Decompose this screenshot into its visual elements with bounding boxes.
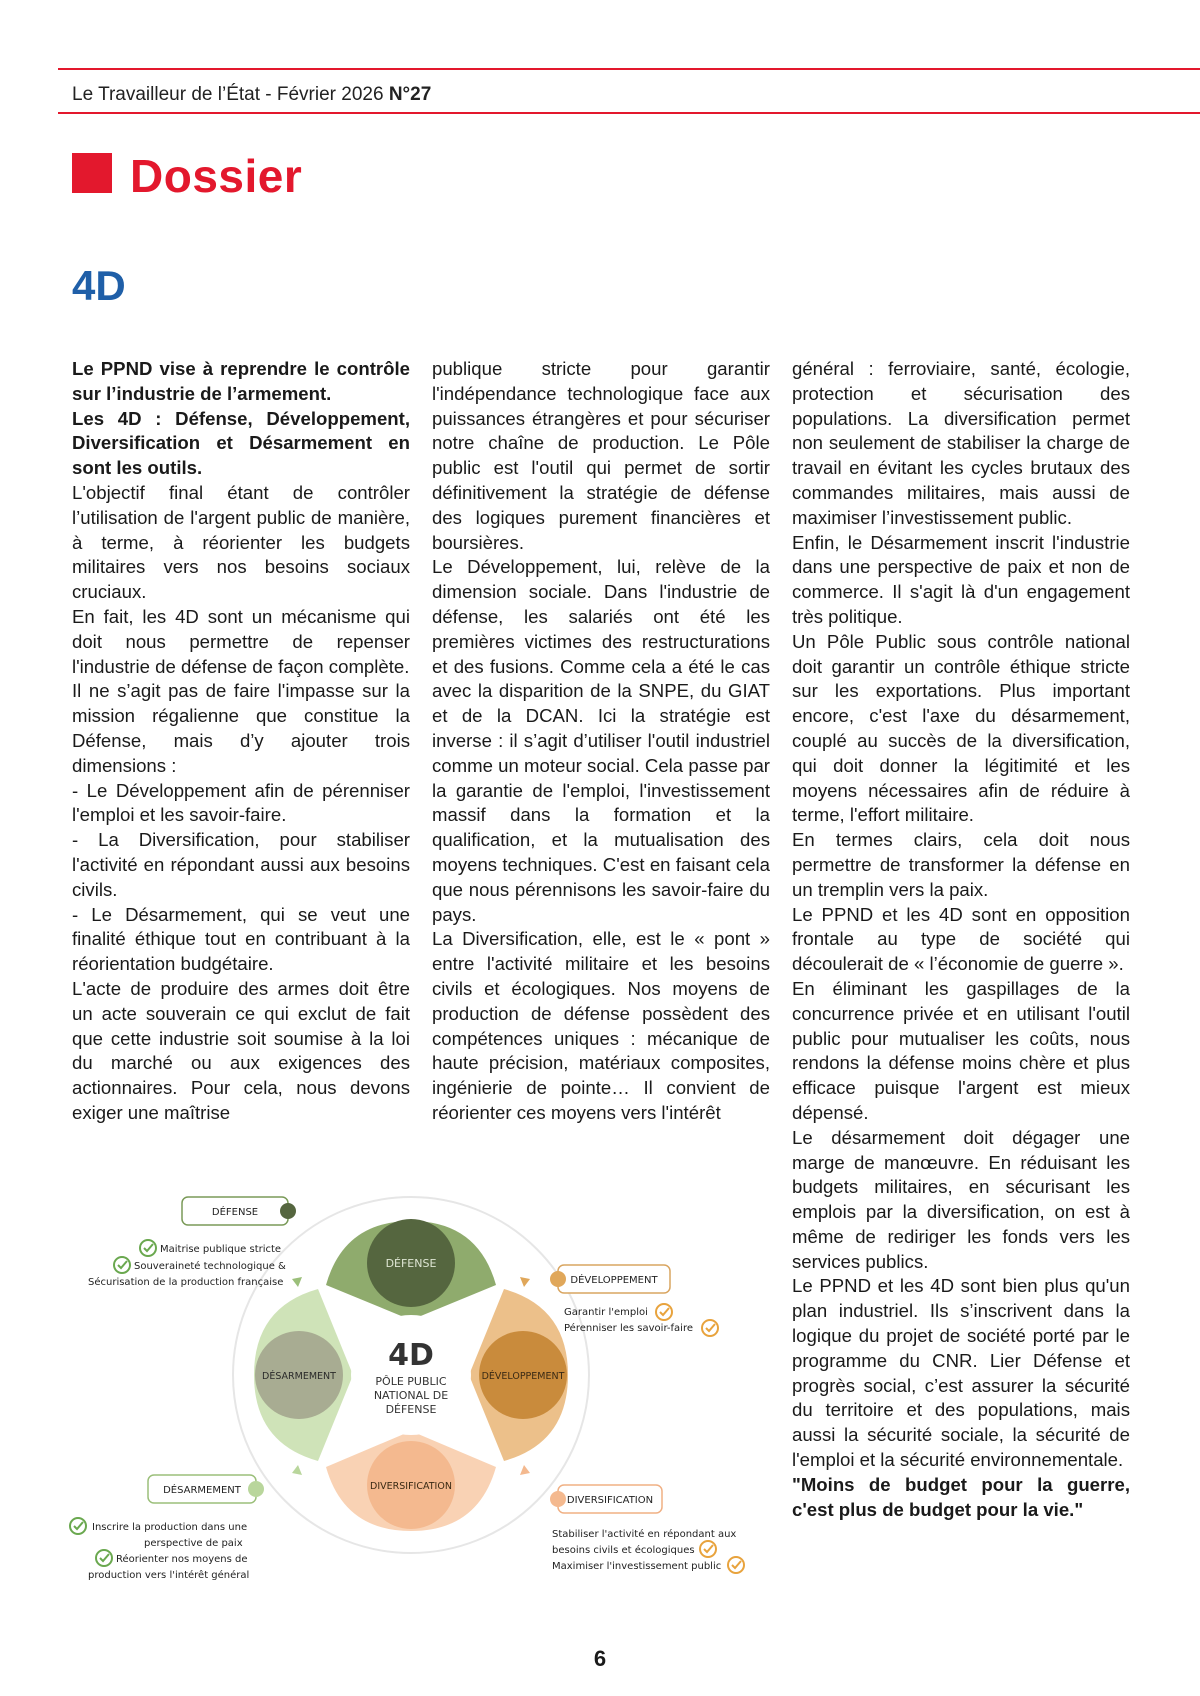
paragraph: Le PPND vise à reprendre le contrôle sur l’industrie de l’armement. xyxy=(72,358,410,404)
check-icon xyxy=(140,1240,156,1256)
callout-defense-line: Sécurisation de la production française xyxy=(88,1277,284,1288)
check-icon xyxy=(70,1518,86,1534)
callout-diversification-line: Maximiser l'investissement public xyxy=(552,1561,722,1572)
paragraph: L'acte de produire des armes doit être un acte souverain ce qui exclut de fait que cette industrie soit soumise à la loi du marché ou aux exigences des actionnaires. Pour cela, nous devons exiger une maîtrise xyxy=(72,977,410,1123)
check-icon xyxy=(114,1257,130,1273)
paragraph: En fait, les 4D sont un mécanisme qui doit nous permettre de repenser l'industrie de défense de façon complète. xyxy=(72,605,410,677)
callout-diversification-line: Stabiliser l'activité en répondant aux xyxy=(552,1529,737,1540)
callout-diversification-line: besoins civils et écologiques xyxy=(552,1545,695,1556)
paragraph: Un Pôle Public sous contrôle national doit garantir un contrôle éthique stricte sur les exportations. Plus important encore, c'est l'axe du désarmement, couplé au succès de la diversification, qui doit donner la légitimité et les moyens nécessaires afin de réduire à terme, l'effort militaire. xyxy=(792,630,1130,826)
petal-developpement-label: DÉVELOPPEMENT xyxy=(481,1371,565,1382)
ring-arrow xyxy=(292,1277,302,1287)
running-header xyxy=(72,84,431,106)
paragraph: publique stricte pour garantir l'indépendance technologique face aux puissances étrangères et pour sécuriser notre chaîne de production. Le Pôle public est l'outil qui permet de sortir définitivement la stratégie de défense des logiques purement financières et boursières. xyxy=(432,358,770,553)
paragraph: Le désarmement doit dégager une marge de manœuvre. En réduisant les budgets militaires, en sécurisant les emplois par la diversification, on est à même de rediriger les fonds vers les services publics. xyxy=(792,1126,1130,1272)
article-title: 4D xyxy=(72,262,126,309)
issue-number: N°27 xyxy=(388,84,432,105)
paragraph: En éliminant les gaspillages de la concurrence privée et en utilisant l'outil public pour mutualiser les coûts, nous rendons la défense moins chère et plus efficace puisque l'argent est mieux dépensé. xyxy=(792,977,1130,1123)
header-rule-top xyxy=(58,68,1200,70)
check-icon xyxy=(656,1304,672,1320)
paragraph: Le PPND et les 4D sont bien plus qu'un plan industriel. Ils s’inscrivent dans la logique du projet de société porté par le programme du CNR. Lier Défense et progrès social, c’est assurer la sécurité du territoire et des populations, mais aussi la sécurité sociale, la sécurité de l'emploi et la sécurité environnementale. xyxy=(792,1275,1130,1471)
callout-defense-title: DÉFENSE xyxy=(211,1207,259,1218)
callout-diversification-title: DIVERSIFICATION xyxy=(566,1495,654,1506)
paragraph: L'objectif final étant de contrôler l’utilisation de l'argent public de manière, à terme, à réorienter les budgets militaires vers nos besoins sociaux cruciaux. xyxy=(72,481,410,603)
4d-diagram xyxy=(58,1185,778,1605)
check-icon xyxy=(700,1541,716,1557)
ring-arrow xyxy=(292,1465,302,1475)
check-icon xyxy=(96,1550,112,1566)
petal-defense-label: DÉFENSE xyxy=(385,1257,437,1270)
paragraph: En termes clairs, cela doit nous permettre de transformer la défense en un tremplin vers la paix. xyxy=(792,829,1130,900)
paragraph: - Le Désarmement, qui se veut une finalité éthique tout en contribuant à la réorientation budgétaire. xyxy=(72,903,410,975)
paragraph: Le Développement, lui, relève de la dimension sociale. Dans l'industrie de défense, les salariés ont été les premières victimes des restructurations et des fusions. Comme cela a été le cas avec la disparition de la SNPE, du GIAT et de la DCAN. Ici la stratégie est inverse : il s’agit d’utiliser l'outil industriel comme un moteur social. Cela passe par la garantie de l'emploi, l'investissement massif dans la formation et la qualification, et la mutualisation des moyens techniques. C'est en faisant cela que nous pérennisons les savoir-faire du pays. xyxy=(432,556,770,925)
callout-defense-line: Souveraineté technologique & xyxy=(134,1261,286,1272)
petal-diversification-label: DIVERSIFICATION xyxy=(370,1481,452,1492)
ring-arrow xyxy=(520,1277,530,1287)
section-heading xyxy=(72,150,302,202)
page-number: 6 xyxy=(593,1646,607,1671)
callout-desarmement-line: Inscrire la production dans une xyxy=(92,1522,248,1533)
callout-developpement-line: Pérenniser les savoir-faire xyxy=(564,1323,693,1334)
callout-developpement xyxy=(550,1265,718,1336)
paragraph: Enfin, le Désarmement inscrit l'industrie dans une perspective de paix et non de commerce. Il s'agit là d'un engagement très politique. xyxy=(792,531,1130,627)
petal-diversification xyxy=(326,1431,496,1531)
callout-developpement-line: Garantir l'emploi xyxy=(564,1307,648,1318)
paragraph: - La Diversification, pour stabiliser l'activité en répondant aussi aux besoins civils. xyxy=(72,829,410,900)
center-title: 4D xyxy=(388,1338,434,1373)
paragraph: - Le Développement afin de pérenniser l'emploi et les savoir-faire. xyxy=(72,779,410,826)
paragraph: Les 4D : Défense, Développement, Diversification et Désarmement en sont les outils. xyxy=(72,407,410,479)
center-line-2: NATIONAL DE xyxy=(373,1389,449,1402)
callout-desarmement xyxy=(70,1475,264,1581)
article-column-3 xyxy=(792,357,1130,1522)
article-column-1 xyxy=(72,357,410,1126)
petal-desarmement-label: DÉSARMEMENT xyxy=(262,1371,336,1382)
paragraph: Il ne s’agit pas de faire l'impasse sur la mission régalienne que constitue la Défense, mais d’y ajouter trois dimensions : xyxy=(72,680,410,776)
center-line-1: PÔLE PUBLIC xyxy=(375,1375,447,1388)
petal-defense xyxy=(326,1219,496,1320)
callout-diversification xyxy=(550,1485,744,1573)
callout-developpement-title: DÉVELOPPEMENT xyxy=(570,1275,658,1286)
paragraph: "Moins de budget pour la guerre, c'est plus de budget pour la vie." xyxy=(792,1473,1130,1520)
center-line-3: DÉFENSE xyxy=(385,1403,437,1416)
check-icon xyxy=(728,1557,744,1573)
callout-desarmement-line: perspective de paix xyxy=(144,1538,243,1549)
paragraph: Le PPND et les 4D sont en opposition frontale au type de société qui découlerait de « l’économie de guerre ». xyxy=(792,903,1130,975)
petal-desarmement xyxy=(254,1289,353,1461)
publication-name: Le Travailleur de l’État - Février 2026 xyxy=(72,84,384,105)
petal-developpement xyxy=(469,1289,568,1461)
callout-desarmement-line: Réorienter nos moyens de xyxy=(116,1554,248,1565)
article-column-2 xyxy=(432,357,770,1126)
section-label: Dossier xyxy=(130,150,303,202)
paragraph: général : ferroviaire, santé, écologie, protection et sécurisation des populations. La diversification permet non seulement de stabiliser la charge de travail en évitant les cycles brutaux des commandes militaires, mais aussi de maximiser l’investissement public. xyxy=(792,358,1130,528)
callout-desarmement-line: production vers l'intérêt général xyxy=(88,1570,250,1581)
paragraph: La Diversification, elle, est le « pont » entre l'activité militaire et les besoins civils et écologiques. Nos moyens de production de défense possèdent des compétences uniques : mécanique de haute précision, matériaux composites, ingénierie de pointe… Il convient de réorienter ces moyens vers l'intérêt xyxy=(432,928,770,1123)
check-icon xyxy=(702,1320,718,1336)
callout-desarmement-title: DÉSARMEMENT xyxy=(163,1485,241,1496)
callout-defense-line: Maitrise publique stricte xyxy=(160,1244,282,1255)
header-rule-bottom xyxy=(58,112,1200,114)
section-marker-square xyxy=(72,153,112,193)
ring-arrow xyxy=(520,1465,530,1475)
